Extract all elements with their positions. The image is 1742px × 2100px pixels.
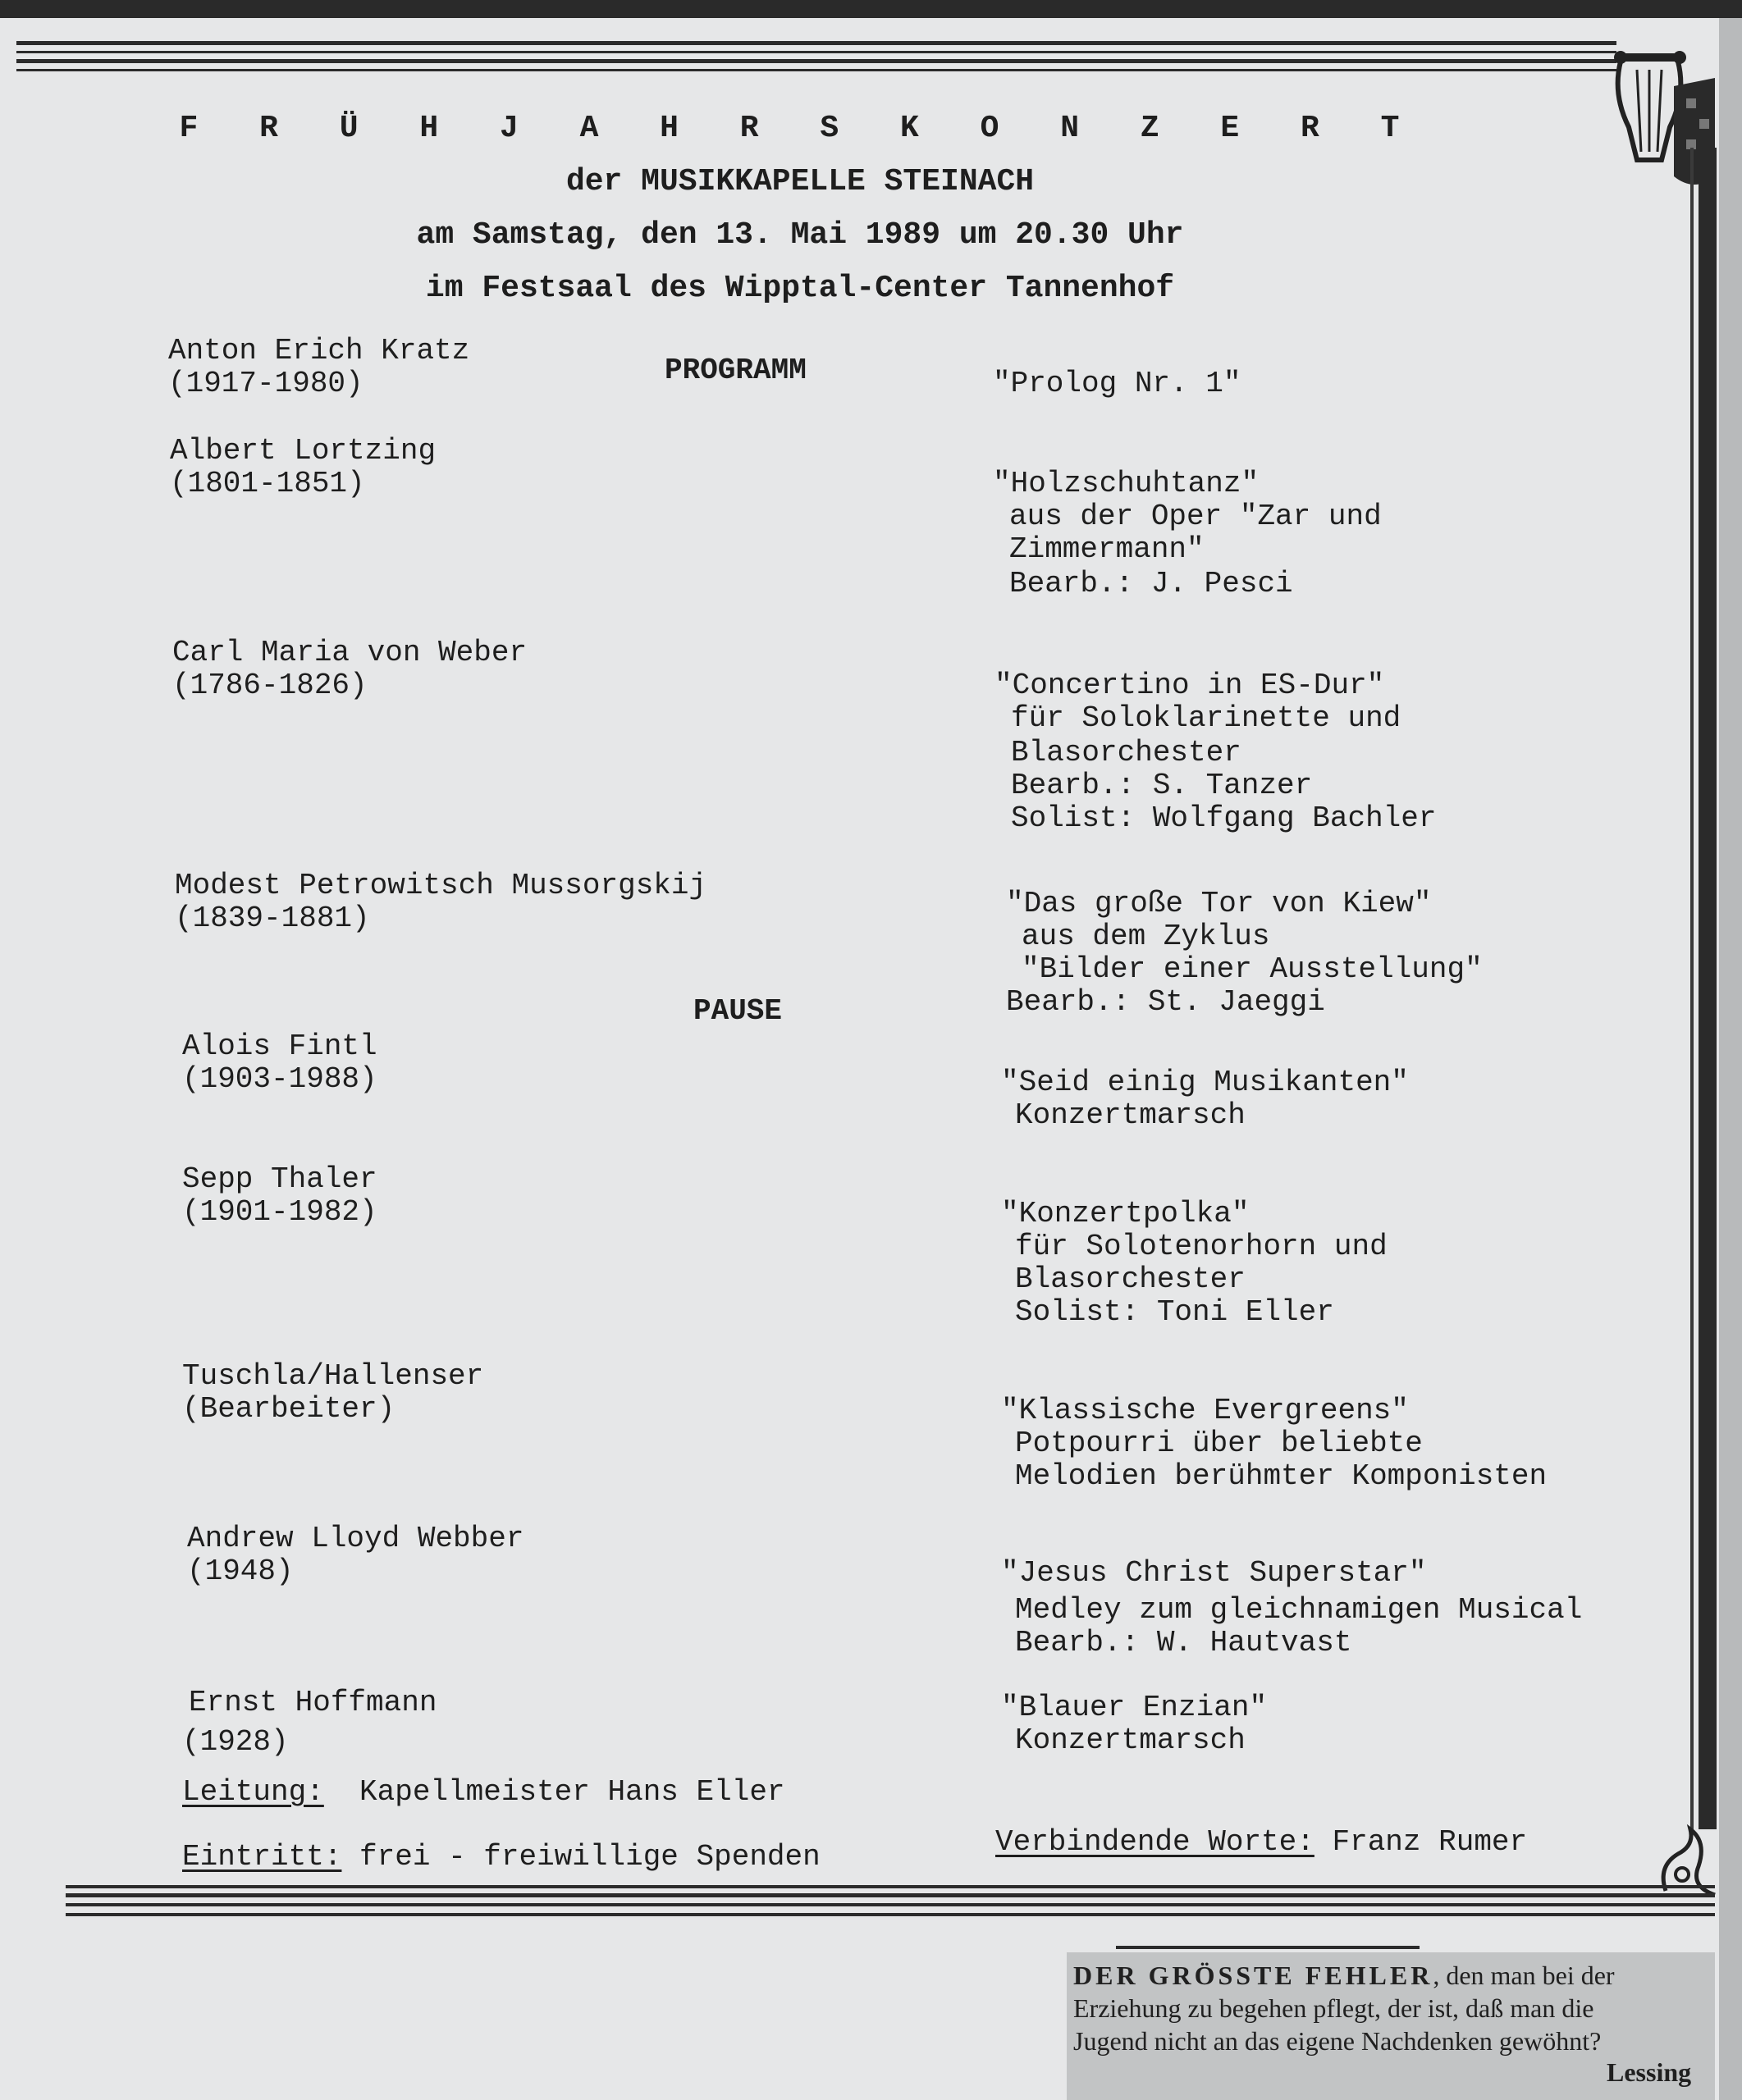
work-line: Medley zum gleichnamigen Musical	[1015, 1593, 1583, 1627]
concert-venue: im Festsaal des Wipptal-Center Tannenhof	[425, 271, 1175, 306]
work-line: "Jesus Christ Superstar"	[1001, 1556, 1427, 1590]
composer-name: Alois Fintl	[182, 1029, 377, 1063]
leitung-line	[182, 1776, 785, 1809]
work-line: für Solotenorhorn und	[1015, 1230, 1388, 1263]
bottom-rule-2	[66, 1893, 1715, 1897]
top-rule-4	[16, 69, 1616, 71]
concert-date: am Samstag, den 13. Mai 1989 um 20.30 Uhr	[416, 217, 1184, 253]
composer-years: (1948)	[187, 1554, 294, 1588]
programm-label: PROGRAMM	[665, 354, 807, 387]
work-line: aus der Oper "Zar und	[1009, 500, 1382, 533]
work-line: "Prolog Nr. 1"	[993, 367, 1241, 400]
eintritt-label: Eintritt:	[182, 1840, 342, 1874]
work-line: Blasorchester	[1015, 1262, 1246, 1296]
top-edge	[0, 0, 1742, 18]
composer-name: Anton Erich Kratz	[168, 334, 470, 368]
composer-years: (1928)	[182, 1725, 289, 1759]
quote-line-1	[1073, 1961, 1615, 1990]
quote-top-line	[1116, 1946, 1420, 1949]
composer-name: Tuschla/Hallenser	[182, 1359, 484, 1393]
bottom-rule-4	[66, 1913, 1715, 1916]
work-line: "Bilder einer Ausstellung"	[1022, 952, 1483, 986]
work-line: Bearb.: S. Tanzer	[1011, 769, 1313, 802]
work-line: aus dem Zyklus	[1022, 920, 1270, 953]
leitung-label: Leitung:	[182, 1775, 324, 1809]
top-rule-1	[16, 41, 1616, 45]
work-line: Solist: Toni Eller	[1015, 1295, 1334, 1329]
work-line: "Das große Tor von Kiew"	[1006, 887, 1432, 920]
composer-years: (Bearbeiter)	[182, 1392, 395, 1426]
work-line: "Seid einig Musikanten"	[1001, 1066, 1409, 1099]
composer-name: Ernst Hoffmann	[189, 1686, 437, 1719]
band-name: der MUSIKKAPELLE STEINACH	[565, 164, 1035, 199]
right-frame-border	[1699, 148, 1717, 1829]
work-line: "Klassische Evergreens"	[1001, 1394, 1409, 1427]
bottom-rule-1	[66, 1885, 1715, 1888]
quote-line-1-rest: , den man bei der	[1433, 1961, 1615, 1990]
concert-title: F R Ü H J A H R S K O N Z E R T	[179, 111, 1421, 146]
work-line: Konzertmarsch	[1015, 1098, 1246, 1132]
quote-line-3: Jugend nicht an das eigene Nachdenken gewöhnt?	[1073, 2026, 1602, 2056]
work-line: Blasorchester	[1011, 736, 1241, 769]
composer-name: Albert Lortzing	[170, 434, 437, 468]
page-edge	[1719, 0, 1742, 2100]
quote-caps: DER GRÖSSTE FEHLER	[1073, 1961, 1433, 1990]
pause-label: PAUSE	[693, 994, 783, 1028]
worte-line	[995, 1826, 1527, 1859]
quote-author: Lessing	[1607, 2057, 1692, 2087]
composer-name: Andrew Lloyd Webber	[187, 1522, 524, 1555]
work-line: Melodien berühmter Komponisten	[1015, 1459, 1548, 1493]
top-rule-2	[16, 51, 1616, 53]
work-line: Solist: Wolfgang Bachler	[1011, 801, 1437, 835]
work-line: Konzertmarsch	[1015, 1723, 1246, 1757]
work-line: Bearb.: St. Jaeggi	[1006, 985, 1325, 1019]
top-rule-3	[16, 59, 1616, 63]
work-line: Bearb.: J. Pesci	[1009, 567, 1293, 600]
work-line: Bearb.: W. Hautvast	[1015, 1626, 1352, 1659]
work-line: "Konzertpolka"	[1001, 1197, 1250, 1230]
work-line: Potpourri über beliebte	[1015, 1427, 1423, 1460]
eintritt-value: frei - freiwillige Spenden	[359, 1840, 821, 1874]
work-line: für Soloklarinette und	[1011, 701, 1401, 735]
composer-years: (1901-1982)	[182, 1195, 377, 1229]
work-line: Zimmermann"	[1009, 532, 1205, 566]
composer-name: Modest Petrowitsch Mussorgskij	[175, 869, 707, 902]
composer-years: (1801-1851)	[170, 467, 365, 500]
quote-line-2: Erziehung zu begehen pflegt, der ist, daß man die	[1073, 1993, 1594, 2023]
composer-years: (1917-1980)	[168, 367, 363, 400]
bottom-rule-3	[66, 1903, 1715, 1906]
right-frame-inner-line	[1690, 148, 1694, 1829]
leitung-value: Kapellmeister Hans Eller	[359, 1775, 785, 1809]
composer-name: Carl Maria von Weber	[172, 636, 528, 669]
worte-label: Verbindende Worte:	[995, 1825, 1315, 1859]
composer-years: (1903-1988)	[182, 1062, 377, 1096]
worte-value: Franz Rumer	[1332, 1825, 1528, 1859]
work-line: "Blauer Enzian"	[1001, 1691, 1268, 1724]
work-line: "Holzschuhtanz"	[993, 467, 1260, 500]
composer-name: Sepp Thaler	[182, 1162, 377, 1196]
composer-years: (1786-1826)	[172, 669, 368, 702]
composer-years: (1839-1881)	[175, 902, 370, 935]
eintritt-line	[182, 1841, 821, 1874]
work-line: "Concertino in ES-Dur"	[994, 669, 1385, 702]
